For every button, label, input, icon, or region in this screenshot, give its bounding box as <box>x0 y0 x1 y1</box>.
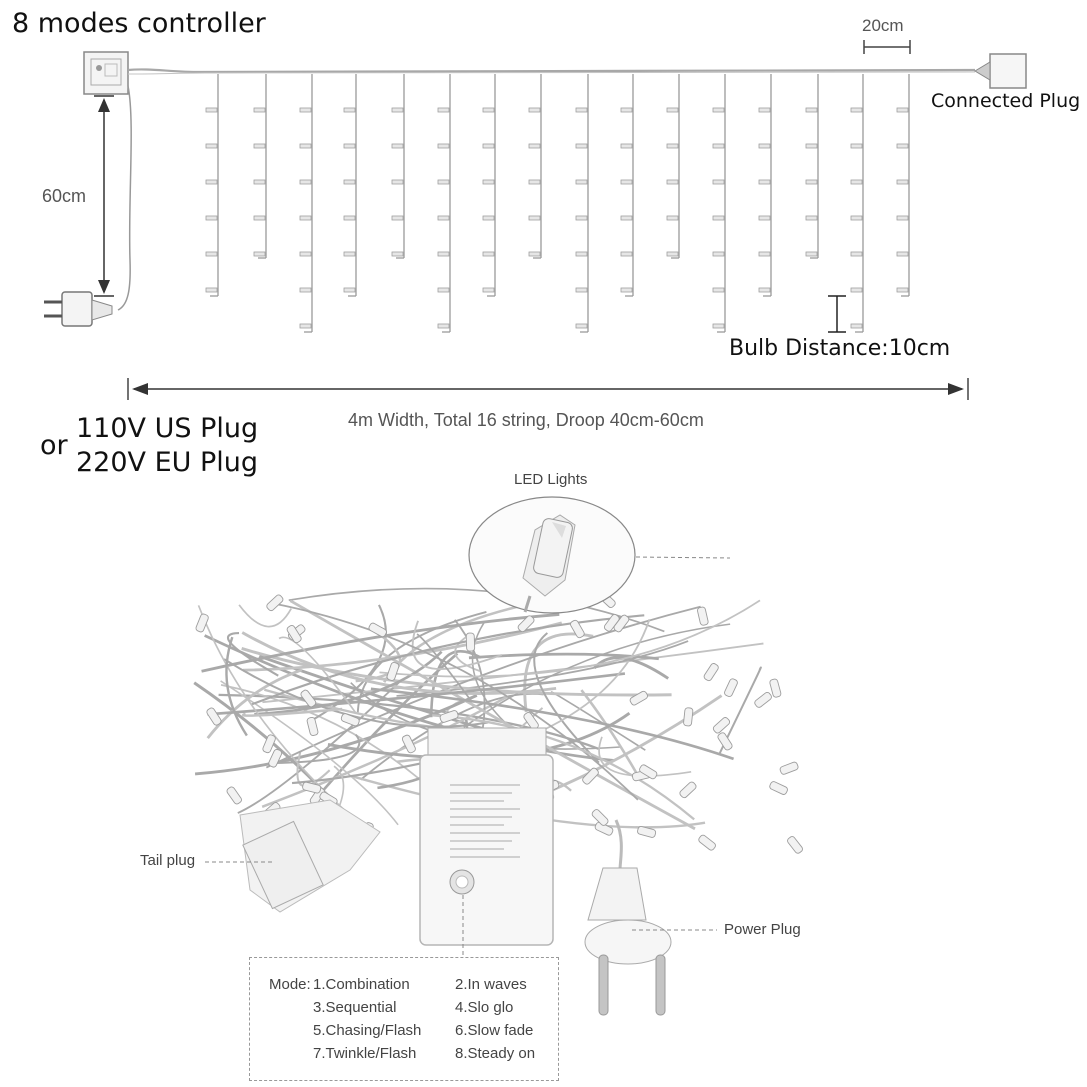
wire <box>397 759 525 787</box>
bulb-icon <box>576 324 587 328</box>
led-bulb-icon <box>683 707 693 726</box>
mode-item: 2.In waves <box>455 976 527 993</box>
wire <box>599 737 691 776</box>
wire <box>221 681 399 825</box>
bulb-icon <box>576 288 587 292</box>
led-bulb-icon <box>697 606 709 625</box>
plug-eu-label: 220V EU Plug <box>76 447 259 478</box>
bulb-icon <box>576 108 587 112</box>
bulb-icon <box>759 108 770 112</box>
bulb-icon <box>529 108 540 112</box>
bulb-icon <box>851 288 862 292</box>
bulb-distance-marker <box>828 296 846 332</box>
wire <box>208 670 302 738</box>
bulb-icon <box>759 144 770 148</box>
led-bulb-icon <box>598 591 617 609</box>
led-bulb-icon <box>717 732 734 751</box>
wire <box>334 766 343 818</box>
mode-item: 3.Sequential <box>313 999 397 1016</box>
bulb-icon <box>300 216 311 220</box>
bulb-icon <box>344 108 355 112</box>
wire <box>447 619 649 761</box>
led-bulb-icon <box>309 786 326 805</box>
bulb-icon <box>897 216 908 220</box>
led-bulb-icon <box>300 689 317 708</box>
led-bulb-icon <box>262 734 276 754</box>
bulb-icon <box>438 324 449 328</box>
led-bulb-icon <box>401 734 416 754</box>
led-bulb-icon <box>206 707 223 726</box>
led-bulb-icon <box>226 786 243 805</box>
eu-plug <box>585 820 717 1015</box>
wire <box>262 644 763 703</box>
mode-item: 6.Slow fade <box>455 1022 534 1039</box>
connected-plug-label: Connected Plug <box>931 90 1081 112</box>
wire <box>455 620 485 799</box>
bulb-icon <box>206 144 217 148</box>
mode-prefix: Mode: <box>269 976 311 993</box>
led-bulb-icon <box>445 732 464 750</box>
wire <box>226 637 246 735</box>
bulb-icon <box>438 288 449 292</box>
bulb-icon <box>483 216 494 220</box>
wire <box>292 736 534 783</box>
led-bulb-icon <box>523 711 540 730</box>
bulb-icon <box>300 252 311 256</box>
spacing-indicator <box>864 40 910 54</box>
bulb-icon <box>206 288 217 292</box>
wire <box>413 621 502 669</box>
led-bulb-icon <box>451 821 470 838</box>
bulb-icon <box>806 108 817 112</box>
led-bulb-icon <box>466 633 475 651</box>
wire <box>270 603 638 800</box>
bulb-icon <box>621 180 632 184</box>
led-bulb-icon <box>769 678 781 697</box>
bulb-icon <box>713 216 724 220</box>
led-bulb-icon <box>698 834 717 851</box>
bulb-icon <box>576 216 587 220</box>
bulb-icon <box>438 180 449 184</box>
bulb-icon <box>759 252 770 256</box>
bulb-icon <box>897 108 908 112</box>
bulb-icon <box>344 144 355 148</box>
led-bulb-icon <box>439 710 459 723</box>
bulb-icon <box>713 108 724 112</box>
width-caption: 4m Width, Total 16 string, Droop 40cm-60cm <box>348 410 704 430</box>
bulb-icon <box>897 252 908 256</box>
power-plug-icon <box>44 292 112 326</box>
bulb-icon <box>621 216 632 220</box>
mode-item: 7.Twinkle/Flash <box>313 1045 417 1062</box>
bulb-icon <box>529 252 540 256</box>
wire <box>328 713 630 758</box>
bulb-icon <box>206 252 217 256</box>
bulb-icon <box>438 216 449 220</box>
wire <box>469 654 659 659</box>
wire <box>310 605 386 721</box>
bulb-icon <box>483 252 494 256</box>
wire <box>290 601 695 829</box>
wire <box>720 667 761 753</box>
led-bulb-icon <box>306 717 318 736</box>
bulb-icon <box>621 108 632 112</box>
wire <box>269 735 359 763</box>
bulb-icon <box>667 108 678 112</box>
wire <box>552 692 646 750</box>
bulb-distance-label: Bulb Distance:10cm <box>729 336 951 361</box>
wire <box>356 637 400 681</box>
controller-title: 8 modes controller <box>12 8 266 39</box>
wire <box>289 589 665 632</box>
bulb-icon <box>254 144 265 148</box>
bulb-icon <box>483 144 494 148</box>
wire <box>219 695 599 749</box>
led-bulb-icon <box>287 624 306 642</box>
bulb-icon <box>897 288 908 292</box>
bulb-icon <box>483 288 494 292</box>
bulb-icon <box>667 180 678 184</box>
led-bulb-icon <box>724 678 739 698</box>
bulb-icon <box>759 180 770 184</box>
wire <box>440 701 460 793</box>
bulb-icon <box>713 180 724 184</box>
wire <box>224 659 488 727</box>
wire <box>462 708 542 801</box>
wire <box>221 685 470 828</box>
led-bulb-icon <box>386 662 399 682</box>
led-bulb-icon <box>613 614 630 633</box>
wire <box>297 751 329 786</box>
led-bulb-icon <box>266 594 285 612</box>
wire <box>352 776 705 827</box>
bulb-icon <box>254 216 265 220</box>
bulb-icon <box>438 144 449 148</box>
wire <box>202 614 560 671</box>
bulb-icon <box>529 180 540 184</box>
bulb-icon <box>851 180 862 184</box>
led-bulb-icon <box>786 835 803 854</box>
wire <box>371 689 734 759</box>
led-bulb-icon <box>456 815 467 834</box>
bulb-icon <box>759 216 770 220</box>
bulb-icon <box>806 252 817 256</box>
wire <box>207 674 625 715</box>
wire <box>205 636 615 761</box>
connected-plug-icon <box>975 54 1026 88</box>
bulb-icon <box>344 288 355 292</box>
wire <box>242 633 556 694</box>
led-magnifier <box>469 497 730 613</box>
wire <box>417 634 472 701</box>
bulb-icon <box>300 180 311 184</box>
bulb-icon <box>897 144 908 148</box>
mode-item: 1.Combination <box>313 976 410 993</box>
bulb-icon <box>713 144 724 148</box>
bulb-icon <box>851 252 862 256</box>
bulb-icon <box>392 108 403 112</box>
wire <box>397 641 689 696</box>
wire <box>581 690 640 780</box>
led-bulb-icon <box>629 690 649 706</box>
bulb-icon <box>667 216 678 220</box>
led-bulb-icon <box>340 713 360 727</box>
mode-item: 8.Steady on <box>455 1045 536 1062</box>
bulb-icon <box>300 324 311 328</box>
curtain-schematic <box>0 0 1087 470</box>
led-bulb-icon <box>448 745 466 764</box>
cord-length-arrow <box>94 96 114 296</box>
led-bulb-icon <box>779 761 799 775</box>
bulb-icon <box>483 180 494 184</box>
bulb-icon <box>254 252 265 256</box>
wire <box>228 633 278 676</box>
wire <box>464 624 730 727</box>
bulb-icon <box>667 144 678 148</box>
bulb-icon <box>529 144 540 148</box>
bulb-icon <box>206 108 217 112</box>
wire <box>259 656 484 729</box>
bulb-icon <box>621 252 632 256</box>
wire <box>238 681 401 814</box>
bulb-icon <box>851 108 862 112</box>
led-bulb-icon <box>754 691 773 708</box>
wire <box>279 637 355 712</box>
bulb-icon <box>300 108 311 112</box>
bulb-icon <box>254 180 265 184</box>
bulb-icon <box>621 288 632 292</box>
bulb-icon <box>392 252 403 256</box>
wire <box>199 605 367 829</box>
led-bulb-icon <box>594 821 614 836</box>
wire <box>195 695 477 774</box>
bulb-icon <box>300 288 311 292</box>
bulb-icon <box>759 288 770 292</box>
wire <box>493 774 553 799</box>
led-bulb-icon <box>262 801 281 819</box>
bulb-icon <box>806 144 817 148</box>
wire <box>525 634 593 712</box>
wire <box>379 600 760 676</box>
led-lights-label: LED Lights <box>514 471 588 488</box>
led-bulb-icon <box>319 791 339 807</box>
bulb-icon <box>392 144 403 148</box>
wire <box>432 715 694 819</box>
wire <box>361 694 544 780</box>
tail-plug <box>205 800 380 912</box>
bulb-icon <box>851 216 862 220</box>
cord-length-label: 60cm <box>42 186 87 206</box>
led-bulb-icon <box>302 782 321 794</box>
bulb-icon <box>851 324 862 328</box>
bulb-icon <box>576 144 587 148</box>
light-strings <box>206 74 909 332</box>
mode-item: 4.Slo glo <box>455 999 514 1016</box>
wire <box>292 653 457 826</box>
led-bulb-icon <box>632 770 651 782</box>
width-arrow <box>128 378 968 400</box>
wire <box>358 612 487 712</box>
led-bulb-icon <box>769 781 789 796</box>
controller-box-icon <box>84 52 128 94</box>
bulb-icon <box>529 216 540 220</box>
bulb-icon <box>206 216 217 220</box>
wire <box>239 605 291 627</box>
wire <box>594 658 668 679</box>
led-bulb-icon <box>517 615 535 633</box>
bulb-icon <box>483 108 494 112</box>
bulb-icon <box>897 180 908 184</box>
controller-unit <box>420 728 553 958</box>
led-bulb-icon <box>569 619 585 639</box>
bulb-icon <box>392 216 403 220</box>
bulb-icon <box>344 252 355 256</box>
wire <box>384 606 523 683</box>
wire <box>455 636 480 671</box>
bulb-icon <box>344 180 355 184</box>
bulb-icon <box>344 216 355 220</box>
wire <box>264 690 524 732</box>
bulb-icon <box>206 180 217 184</box>
spacing-label: 20cm <box>862 16 904 35</box>
bulb-icon <box>576 252 587 256</box>
wire <box>242 648 672 695</box>
tail-plug-label: Tail plug <box>140 852 196 869</box>
wire <box>534 633 599 763</box>
wire <box>377 719 467 788</box>
led-bulb-icon <box>637 826 656 838</box>
bulb-icon <box>576 180 587 184</box>
wire-bundle <box>194 589 804 855</box>
bulb-icon <box>806 180 817 184</box>
led-bulb-icon <box>286 624 302 644</box>
bulb-icon <box>713 252 724 256</box>
wire <box>194 683 350 820</box>
wire <box>243 709 342 716</box>
bulb-icon <box>851 144 862 148</box>
led-bulb-icon <box>712 716 731 734</box>
plug-us-label: 110V US Plug <box>76 413 259 444</box>
led-bulb-icon <box>603 613 620 632</box>
power-plug-label: Power Plug <box>724 921 801 938</box>
wire <box>243 623 562 670</box>
led-bulb-icon <box>581 767 599 786</box>
bulb-icon <box>713 324 724 328</box>
wire <box>252 615 644 704</box>
led-bulb-icon <box>195 613 209 633</box>
bulb-icon <box>667 252 678 256</box>
mode-item: 5.Chasing/Flash <box>313 1022 422 1039</box>
bulb-icon <box>806 216 817 220</box>
wire <box>473 621 542 752</box>
led-bulb-icon <box>591 808 609 826</box>
led-bulb-icon <box>540 780 560 795</box>
bulb-icon <box>438 108 449 112</box>
bulb-icon <box>300 144 311 148</box>
wire <box>465 696 722 823</box>
led-bulb-icon <box>550 591 568 610</box>
wire <box>262 697 507 807</box>
led-bulb-icon <box>278 835 298 849</box>
wire <box>351 683 620 749</box>
or-label: or <box>40 430 68 461</box>
bulb-icon <box>621 144 632 148</box>
led-bulb-icon <box>679 781 698 799</box>
led-bulb-icon <box>360 822 374 842</box>
led-bulb-icon <box>703 662 720 681</box>
bulb-icon <box>392 180 403 184</box>
wire <box>431 651 481 717</box>
wire <box>266 607 700 768</box>
wire <box>517 780 571 827</box>
led-bulb-icon <box>506 780 521 800</box>
led-bulb-icon <box>368 622 388 638</box>
wire <box>254 652 441 714</box>
bulb-icon <box>254 108 265 112</box>
led-bulb-icon <box>638 764 658 780</box>
bulb-icon <box>713 288 724 292</box>
led-bulb-icon <box>268 748 283 768</box>
bulb-icon <box>438 252 449 256</box>
